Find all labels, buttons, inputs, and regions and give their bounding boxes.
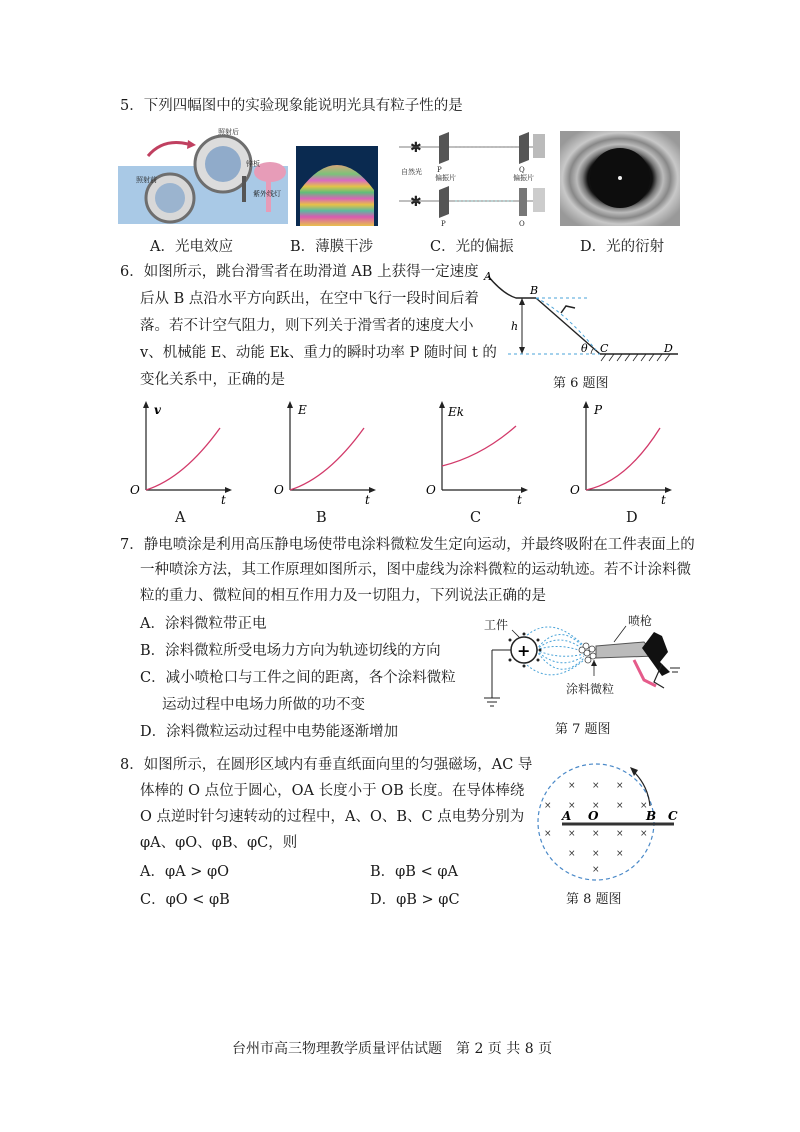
svg-text:B: B: [530, 284, 539, 297]
svg-text:v: v: [154, 403, 161, 417]
natural-light-icon: ✱: [410, 140, 422, 156]
svg-text:O: O: [130, 483, 140, 497]
svg-text:Q: Q: [519, 220, 525, 226]
q6-ski-jump-figure: [478, 268, 688, 366]
particles-icon: [579, 643, 596, 663]
q6-stem-line-5: 变化关系中，正确的是: [140, 372, 285, 388]
q6-stem-line-1: 6．如图所示，跳台滑雪者在助滑道 AB 上获得一定速度: [120, 264, 479, 280]
q7-label-particles: 涂料微粒: [566, 682, 615, 696]
svg-text:×: ×: [640, 801, 648, 811]
svg-text:×: ×: [592, 849, 600, 859]
skier-icon: [561, 306, 575, 313]
q7-figure-caption: 第 7 题图: [555, 722, 611, 737]
svg-text:A: A: [562, 809, 572, 823]
label-after: 照射后: [218, 128, 239, 136]
q6-graph-label-c: C: [470, 510, 482, 526]
svg-text:O: O: [570, 483, 580, 497]
svg-text:Q: Q: [519, 166, 525, 174]
svg-text:D: D: [664, 342, 673, 355]
page-footer: 台州市高三物理教学质量评估试题 第 2 页 共 8 页: [232, 1041, 553, 1057]
svg-text:×: ×: [592, 865, 600, 875]
svg-text:✱: ✱: [410, 194, 422, 210]
svg-text:Ek: Ek: [448, 405, 465, 419]
svg-text:O: O: [274, 483, 284, 497]
svg-text:偏振片: 偏振片: [435, 174, 456, 182]
q7-option-d: D．涂料微粒运动过程中电势能逐渐增加: [140, 724, 399, 740]
svg-text:O: O: [588, 809, 599, 823]
q8-option-b: B．φB < φA: [370, 864, 458, 880]
svg-text:P: P: [441, 220, 446, 226]
curve-d: [586, 428, 660, 490]
q8-stem-line-4: φA、φO、φB、φC，则: [140, 835, 298, 851]
q7-option-b: B．涂料微粒所受电场力方向为轨迹切线的方向: [140, 643, 441, 659]
q8-stem-line-3: O 点逆时针匀速转动的过程中，A、O、B、C 点电势分别为: [140, 809, 525, 825]
q7-stem-line-2: 一种喷涂方法，其工作原理如图所示，图中虚线为涂料微粒的运动轨迹。若不计涂料微: [140, 562, 691, 578]
svg-text:P: P: [594, 403, 603, 417]
q5-option-b: B．薄膜干涉: [290, 239, 374, 255]
svg-text:×: ×: [616, 781, 624, 791]
arrow-icon: [148, 143, 188, 157]
curve-a: [146, 428, 220, 490]
field-cross-marks: [544, 781, 648, 875]
svg-text:B: B: [646, 809, 657, 823]
q5-option-a: A．光电效应: [150, 239, 233, 255]
svg-text:×: ×: [568, 829, 576, 839]
poisson-spot-icon: [618, 176, 622, 180]
svg-text:×: ×: [544, 801, 552, 811]
svg-text:×: ×: [616, 801, 624, 811]
curve-c: [442, 426, 516, 466]
label-before: 照射前: [136, 176, 157, 184]
q6-stem-line-3: 落。若不计空气阻力，则下列关于滑雪者的速度大小: [140, 318, 474, 334]
svg-text:×: ×: [592, 829, 600, 839]
q6-stem-line-2: 后从 B 点沿水平方向跃出，在空中飞行一段时间后着: [140, 291, 479, 307]
q8-magnetic-field-figure: [524, 762, 694, 886]
q7-stem-line-3: 粒的重力、微粒间的相互作用力及一切阻力，下列说法正确的是: [140, 588, 546, 604]
svg-text:t: t: [517, 493, 522, 507]
zinc-plate-icon: [242, 176, 246, 202]
svg-text:×: ×: [544, 829, 552, 839]
svg-text:C: C: [600, 342, 609, 355]
svg-text:t: t: [365, 493, 370, 507]
svg-text:×: ×: [568, 781, 576, 791]
svg-text:×: ×: [592, 801, 600, 811]
q7-label-workpiece: 工件: [484, 618, 509, 632]
q5-photo-diffraction: [560, 131, 680, 226]
svg-text:偏振片: 偏振片: [513, 174, 534, 182]
curve-b: [290, 428, 364, 490]
q6-figure-caption: 第 6 题图: [553, 376, 609, 391]
svg-text:×: ×: [592, 781, 600, 791]
q5-stem: 5．下列四幅图中的实验现象能说明光具有粒子性的是: [120, 98, 463, 114]
svg-text:×: ×: [616, 849, 624, 859]
svg-text:O: O: [426, 483, 436, 497]
q6-graph-label-a: A: [175, 510, 186, 526]
svg-text:A: A: [484, 270, 492, 283]
ramp-ab: [488, 276, 539, 298]
q5-photo-photoelectric: [118, 126, 288, 226]
q7-option-c-cont: 运动过程中电场力所做的功不变: [162, 697, 365, 713]
q8-stem-line-2: 体棒的 O 点位于圆心，OA 长度小于 OB 长度。在导体棒绕: [140, 783, 525, 799]
q5-option-d: D．光的衍射: [580, 239, 665, 255]
svg-text:h: h: [511, 320, 519, 333]
q7-label-gun: 喷枪: [628, 614, 653, 628]
svg-text:t: t: [221, 493, 226, 507]
q6-graph-label-d: D: [626, 510, 638, 526]
q8-stem-line-1: 8．如图所示，在圆形区域内有垂直纸面向里的匀强磁场，AC 导: [120, 757, 533, 773]
q7-spray-figure: [484, 612, 684, 712]
q8-figure-caption: 第 8 题图: [566, 892, 622, 907]
q6-stem-line-4: v、机械能 E、动能 Ek、重力的瞬时功率 P 随时间 t 的: [140, 345, 497, 361]
q6-graph-a: [124, 398, 234, 508]
svg-text:×: ×: [568, 849, 576, 859]
label-lamp: 紫外线灯: [253, 190, 281, 198]
q6-graph-label-b: B: [316, 510, 327, 526]
svg-text:×: ×: [568, 801, 576, 811]
q7-option-c: C．减小喷枪口与工件之间的距离，各个涂料微粒: [140, 670, 456, 686]
q5-option-c: C．光的偏振: [430, 239, 514, 255]
label-zinc: 锌板: [246, 160, 260, 168]
svg-text:+: +: [517, 641, 531, 660]
q7-option-a: A．涂料微粒带正电: [140, 616, 267, 632]
svg-text:E: E: [298, 403, 307, 417]
polarizer-q-icon: [519, 132, 529, 164]
svg-text:P: P: [437, 166, 442, 174]
q8-option-a: A．φA > φO: [140, 864, 230, 880]
svg-text:C: C: [668, 809, 678, 823]
polarizer-p-icon: [439, 132, 449, 164]
q8-option-d: D．φB > φC: [370, 892, 460, 908]
q6-graph-d: [564, 398, 674, 508]
svg-text:×: ×: [616, 829, 624, 839]
q7-stem-line-1: 7．静电喷涂是利用高压静电场使带电涂料微粒发生定向运动，并最终吸附在工件表面上的: [120, 537, 695, 553]
q8-option-c: C．φO < φB: [140, 892, 230, 908]
svg-text:自然光: 自然光: [401, 168, 422, 176]
q6-graph-c: [420, 398, 530, 508]
svg-text:×: ×: [640, 829, 648, 839]
q6-graph-b: [268, 398, 378, 508]
q5-photo-polarization: [393, 130, 551, 226]
q5-photo-thin-film: [296, 146, 378, 226]
svg-text:t: t: [661, 493, 666, 507]
svg-text:θ: θ: [581, 342, 588, 355]
